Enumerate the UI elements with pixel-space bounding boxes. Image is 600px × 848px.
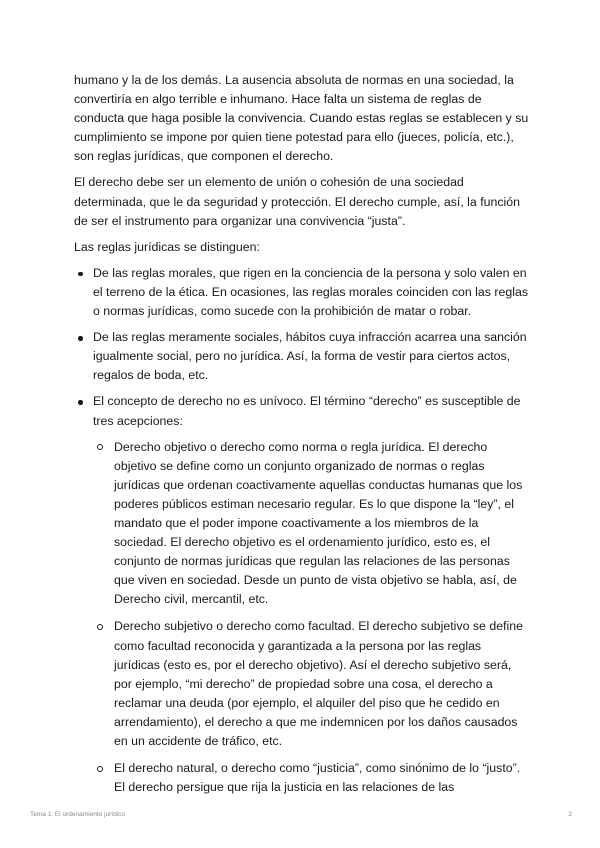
sub-bullet-list [93,438,530,798]
footer-chapter: Tema 1: El ordenamiento jurídico [30,811,126,818]
bullet-text: De las reglas morales, que rigen en la conciencia de la persona y solo valen en el terreno de la ética. En ocasiones, las reglas morales coinciden con las reglas o normas jurídicas, como sucede con la prohibición de matar o robar. [93,265,529,319]
bullet-item [74,392,530,797]
bullet-item [74,264,530,321]
bullet-text: De las reglas meramente sociales, hábitos cuya infracción acarrea una sanción igualmente social, pero no jurídica. Así, la forma de vestir para ciertos actos, regalos de boda, etc. [93,330,527,383]
paragraph: El derecho debe ser un elemento de unión o cohesión de una sociedad determinada, que le da seguridad y protección. El derecho cumple, así, la función de ser el instrumento para organizar una convivencia “justa”. [74,175,521,228]
paragraph: humano y la de los demás. La ausencia absoluta de normas en una sociedad, la convertiría en algo terrible e inhumano. Hace falta un sistema de reglas de conducta que haga posible la convivencia. Cuando estas reglas se establecen y su cumplimiento se impone por quien tiene potestad para ello (jueces, policía, etc.), son reglas jurídicas, que componen el derecho. [74,73,529,164]
bullet-text: El concepto de derecho no es unívoco. El término “derecho” es susceptible de tres acepciones: [93,394,521,428]
bullet-list [74,264,530,797]
paragraph: Las reglas jurídicas se distinguen: [74,239,260,254]
sub-bullet-text: El derecho natural, o derecho como “justicia”, como sinónimo de lo “justo”. El derecho persigue que rija la justicia en las relaciones de las [114,761,521,795]
bullet-item [74,328,530,385]
footer-page-number: 2 [568,811,572,818]
sub-bullet-item [93,759,530,797]
sub-bullet-item [93,438,530,610]
sub-bullet-item [93,617,530,751]
sub-bullet-text: Derecho objetivo o derecho como norma o regla jurídica. El derecho objetivo se define como un conjunto organizado de normas o reglas jurídicas que ordenan coactivamente aquellas conductas humanas que los poderes públicos estiman necesario regular. Es lo que dispone la “ley”, el mandato que el poder impone coactivamente a los miembros de la sociedad. El derecho objetivo es el ordenamiento jurídico, esto es, el conjunto de normas jurídicas que regulan las relaciones de las personas que viven en sociedad. Desde un punto de vista objetivo se habla, así, de Derecho civil, mercantil, etc. [114,439,523,607]
page-content [74,71,530,805]
sub-bullet-text: Derecho subjetivo o derecho como facultad. El derecho subjetivo se define como facultad reconocida y garantizada a la persona por las reglas jurídicas (esto es, por el derecho objetivo). Así el derecho subjetivo será, por ejemplo, “mi derecho” de propiedad sobre una cosa, el derecho a reclamar una deuda (por ejemplo, el alquiler del piso que he cedido en arrendamiento), el derecho a que me indemnicen por los daños causados en un accidente de tráfico, etc. [114,619,523,748]
